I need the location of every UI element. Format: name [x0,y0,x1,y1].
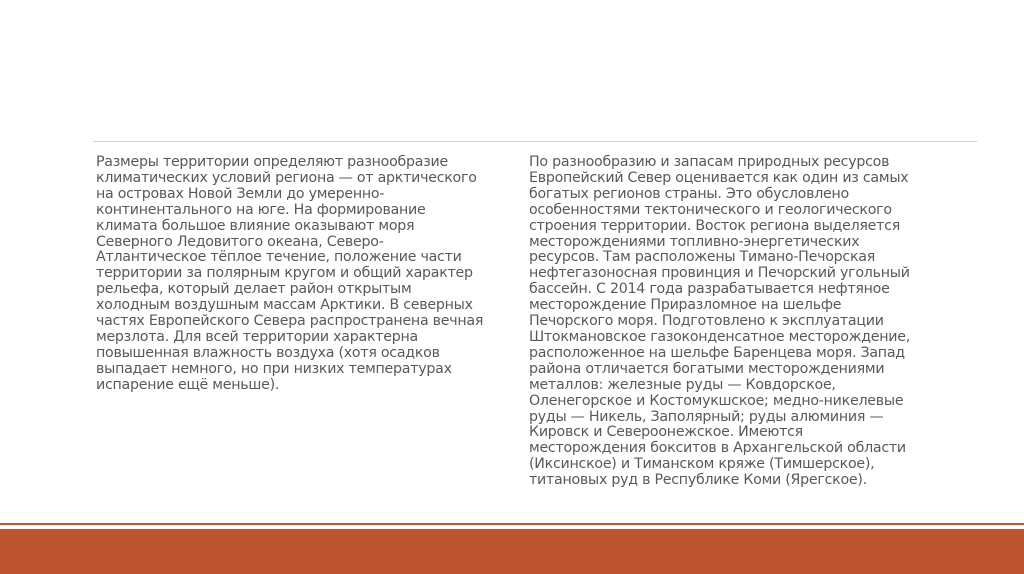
text-line: Европейский Север оценивается как один из самых [529,169,909,186]
text-line: месторождениями топливно-энергетических [529,233,860,250]
text-line: строения территории. Восток региона выделяется [529,217,900,234]
text-line: Атлантическое тёплое течение, положение части [96,249,462,266]
text-line: Северного Ледовитого океана, Северо- [96,233,384,250]
text-line: континентального на юге. На формирование [96,201,426,218]
text-line: нефтегазоносная провинция и Печорский угольный [529,265,910,282]
text-line: частях Европейского Севера распространена вечная [96,313,484,330]
title-divider [93,141,977,142]
text-line: Кировск и Североонежское. Имеются [529,424,803,441]
text-line: Размеры территории определяют разнообразие [96,154,448,170]
text-line: холодным воздушным массам Арктики. В северных [96,297,473,314]
text-line: Штокмановское газоконденсатное месторождение, [529,328,911,345]
text-line: климата большое влияние оказывают моря [96,217,415,234]
text-line: выпадает немного, но при низких температурах [96,360,452,377]
text-line: ресурсов. Там расположены Тимано-Печорская [529,249,875,266]
text-line: особенностями тектонического и геологического [529,201,892,218]
right-text-column [529,155,949,489]
text-line: месторождения бокситов в Архангельской области [529,440,906,457]
text-line: руды — Никель, Заполярный; руды алюминия — [529,408,884,425]
text-line: территории за полярным кругом и общий характер [96,265,473,282]
text-line: бассейн. С 2014 года разрабатывается нефтяное [529,281,890,298]
text-line: месторождение Приразломное на шельфе [529,297,842,314]
text-line: Печорского моря. Подготовлено к эксплуатации [529,313,884,330]
text-line: расположенное на шельфе Баренцева моря. Запад [529,344,905,361]
text-line: (Иксинское) и Тиманском кряже (Тимшерское), [529,456,875,473]
text-line: металлов: железные руды — Ковдорское, [529,376,836,393]
footer-accent-bar [0,529,1024,574]
text-line: титановых руд в Республике Коми (Ярегское). [529,472,867,489]
text-line: мерзлота. Для всей территории характерна [96,328,418,345]
text-line: на островах Новой Земли до умеренно- [96,185,385,202]
text-line: Оленегорское и Костомукшское; медно-никелевые [529,392,904,409]
text-line: климатических условий региона — от арктического [96,169,477,186]
text-line: района отличается богатыми месторождениями [529,360,885,377]
text-line: рельефа, который делает район открытым [96,281,412,298]
footer-accent-line [0,523,1024,525]
text-line: богатых регионов страны. Это обусловлено [529,185,849,202]
left-text-column [96,155,516,394]
text-line: испарение ещё меньше). [96,376,280,393]
text-line: повышенная влажность воздуха (хотя осадков [96,344,440,361]
text-line: По разнообразию и запасам природных ресурсов [529,154,890,170]
